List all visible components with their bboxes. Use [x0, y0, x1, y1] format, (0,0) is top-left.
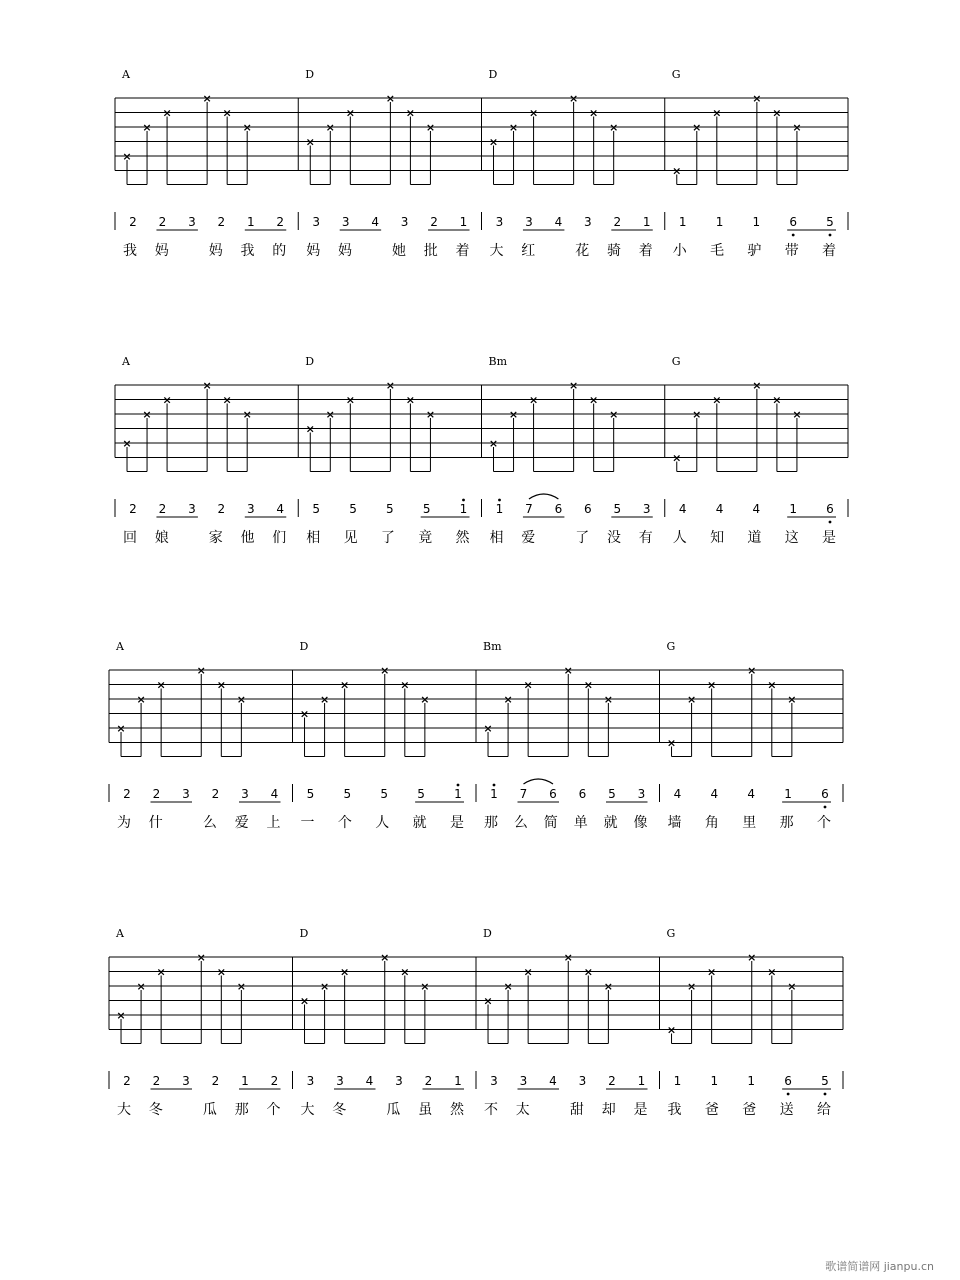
- tab-note-mark: ×: [563, 664, 573, 677]
- lyric-line: 不太 甜却是: [484, 1102, 648, 1118]
- tab-note-mark: ×: [603, 693, 613, 706]
- lyric-line: 相见了竟然: [306, 530, 470, 546]
- tab-note-mark: ×: [686, 693, 697, 706]
- lyric-line: 为什 么爱上: [117, 815, 281, 831]
- jianpu-note: 3: [246, 502, 255, 516]
- jianpu-note: 5: [380, 787, 389, 801]
- tab-note-mark: ×: [488, 135, 499, 149]
- jianpu-note: 3: [312, 215, 321, 229]
- chord-name: G: [671, 355, 681, 368]
- jianpu-note: 1: [784, 787, 792, 801]
- measure-3-1: [115, 640, 281, 831]
- tab-note-mark: ×: [162, 106, 172, 120]
- tab-note-mark: ×: [503, 693, 513, 706]
- lyric-line: 小毛驴带着: [672, 243, 836, 259]
- tab-note-mark: ×: [792, 121, 802, 134]
- tab-note-mark: ×: [222, 106, 232, 120]
- measure-3-4: [667, 640, 832, 831]
- lyric-line: 我爸爸送给: [667, 1102, 831, 1118]
- high-octave-dot: [498, 499, 501, 502]
- tab-note-mark: ×: [400, 678, 410, 692]
- jianpu-note: 1: [673, 1074, 682, 1088]
- tab-note-mark: ×: [508, 121, 519, 134]
- jianpu-note: 2: [152, 1074, 161, 1088]
- jianpu-note: 6: [789, 215, 798, 229]
- tab-note-mark: ×: [142, 408, 152, 421]
- tab-note-mark: ×: [122, 437, 132, 450]
- tab-note-mark: ×: [589, 106, 599, 120]
- tab-note-mark: ×: [319, 693, 330, 706]
- tab-note-mark: ×: [483, 722, 493, 735]
- tie-slur: [529, 494, 558, 499]
- tab-note-mark: ×: [787, 980, 797, 993]
- jianpu-note: 3: [400, 215, 409, 229]
- tab-note-mark: ×: [236, 693, 246, 706]
- jianpu-note: 5: [312, 502, 321, 516]
- jianpu-note: 1: [490, 787, 498, 801]
- tab-note-mark: ×: [752, 92, 762, 105]
- low-octave-dot: [824, 806, 827, 809]
- jianpu-note: 5: [306, 787, 315, 801]
- tab-note-mark: ×: [156, 678, 166, 692]
- tab-note-mark: ×: [569, 92, 579, 105]
- measure-4-2: [300, 927, 466, 1118]
- jianpu-note: 3: [395, 1074, 403, 1088]
- measure-4-3: [483, 927, 648, 1118]
- lyric-line: 大冬 瓜虽然: [300, 1102, 464, 1118]
- jianpu-note: 2: [158, 215, 167, 229]
- jianpu-note: 7: [525, 502, 533, 516]
- tab-note-mark: ×: [503, 980, 513, 993]
- tab-note-mark: ×: [589, 393, 599, 407]
- jianpu-note: 1: [637, 1074, 646, 1088]
- chord-name: A: [122, 355, 130, 368]
- jianpu-note: 1: [710, 1074, 719, 1088]
- tab-note-mark: ×: [508, 408, 519, 421]
- tab-note-mark: ×: [116, 722, 126, 735]
- tab-note-mark: ×: [385, 379, 395, 392]
- jianpu-note: 3: [578, 1074, 587, 1088]
- jianpu-note: 6: [549, 787, 557, 801]
- jianpu-note: 1: [752, 215, 761, 229]
- jianpu-note: 3: [182, 1074, 190, 1088]
- tab-note-mark: ×: [772, 106, 782, 120]
- tab-note-mark: ×: [405, 106, 416, 120]
- jianpu-note: 3: [306, 1074, 315, 1088]
- jianpu-note: 2: [129, 215, 137, 229]
- tab-note-mark: ×: [202, 379, 212, 392]
- lyric-line: 一个人就是: [300, 815, 464, 831]
- tab-note-mark: ×: [686, 980, 697, 993]
- jianpu-note: 3: [525, 215, 533, 229]
- chord-name: G: [666, 640, 676, 653]
- jianpu-note: 5: [826, 215, 834, 229]
- jianpu-note: 5: [386, 502, 394, 516]
- jianpu-note: 3: [241, 787, 249, 801]
- tab-note-mark: ×: [712, 106, 722, 120]
- tab-note-mark: ×: [162, 393, 172, 407]
- jianpu-note: 5: [821, 1074, 829, 1088]
- jianpu-note: 1: [678, 215, 687, 229]
- tab-note-mark: ×: [425, 121, 436, 134]
- chord-name: G: [666, 927, 676, 940]
- jianpu-note: 3: [584, 215, 592, 229]
- tab-note-mark: ×: [672, 164, 682, 178]
- jianpu-note: 4: [715, 502, 724, 516]
- tab-note-mark: ×: [305, 135, 315, 149]
- jianpu-note: 3: [642, 502, 651, 516]
- jianpu-note: 3: [519, 1074, 528, 1088]
- tab-note-mark: ×: [122, 150, 132, 163]
- measure-1-4: [672, 68, 836, 259]
- tab-note-mark: ×: [767, 965, 777, 979]
- jianpu-note: 7: [519, 787, 528, 801]
- jianpu-note: 2: [217, 502, 226, 516]
- jianpu-note: 1: [246, 215, 255, 229]
- tab-note-mark: ×: [609, 121, 619, 134]
- jianpu-note: 3: [341, 215, 350, 229]
- tab-note-mark: ×: [380, 664, 390, 677]
- tab-note-mark: ×: [420, 980, 430, 993]
- tab-note-mark: ×: [216, 965, 226, 979]
- tab-note-mark: ×: [563, 951, 573, 964]
- chord-name: G: [671, 68, 681, 81]
- tab-note-mark: ×: [319, 980, 330, 993]
- chord-name: A: [116, 927, 124, 940]
- jianpu-note: 3: [188, 502, 196, 516]
- measure-1-2: [305, 68, 469, 259]
- jianpu-note: 1: [241, 1074, 249, 1088]
- measure-2-4: [672, 355, 836, 546]
- jianpu-note: 1: [747, 1074, 756, 1088]
- system-1: [115, 68, 848, 259]
- tab-note-mark: ×: [340, 965, 350, 979]
- jianpu-note: 1: [459, 502, 468, 516]
- chord-name: D: [305, 355, 315, 368]
- lyric-line: 那么简单就像: [484, 815, 648, 831]
- tab-note-mark: ×: [299, 707, 310, 721]
- system-2: [115, 355, 848, 546]
- jianpu-note: 1: [642, 215, 651, 229]
- chord-name: D: [299, 640, 309, 653]
- tab-note-mark: ×: [136, 693, 146, 706]
- jianpu-note: 4: [710, 787, 719, 801]
- jianpu-note: 4: [678, 502, 687, 516]
- tab-note-mark: ×: [222, 393, 232, 407]
- tab-note-mark: ×: [583, 678, 593, 692]
- chord-name: D: [299, 927, 309, 940]
- jianpu-note: 2: [129, 502, 137, 516]
- tab-note-mark: ×: [603, 980, 613, 993]
- tab-note-mark: ×: [712, 393, 722, 407]
- tie-slur: [524, 779, 554, 784]
- tab-note-mark: ×: [528, 393, 539, 407]
- jianpu-note: 4: [270, 787, 279, 801]
- jianpu-note: 2: [217, 215, 226, 229]
- tab-note-mark: ×: [609, 408, 619, 421]
- jianpu-note: 3: [336, 1074, 344, 1088]
- tab-note-mark: ×: [425, 408, 436, 421]
- measure-2-1: [121, 355, 286, 546]
- tab-note-mark: ×: [666, 736, 677, 750]
- tab-note-mark: ×: [707, 965, 717, 979]
- tab-note-mark: ×: [345, 393, 355, 407]
- tab-note-mark: ×: [772, 393, 782, 407]
- system-3: [109, 640, 843, 831]
- tab-note-mark: ×: [792, 408, 802, 421]
- jianpu-note: 4: [365, 1074, 374, 1088]
- jianpu-note: 6: [578, 787, 587, 801]
- measure-4-4: [667, 927, 832, 1118]
- tab-note-mark: ×: [483, 994, 493, 1008]
- jianpu-note: 5: [422, 502, 431, 516]
- chord-name: Bm: [483, 640, 502, 653]
- tab-note-mark: ×: [380, 951, 390, 964]
- jianpu-note: 5: [343, 787, 352, 801]
- tab-note-mark: ×: [325, 408, 335, 421]
- tab-note-mark: ×: [196, 951, 206, 964]
- jianpu-note: 6: [584, 502, 592, 516]
- measure-2-3: [489, 355, 653, 546]
- jianpu-note: 6: [821, 787, 829, 801]
- low-octave-dot: [787, 1093, 790, 1096]
- measure-1-1: [121, 68, 286, 259]
- tab-note-mark: ×: [583, 965, 593, 979]
- jianpu-note: 2: [211, 1074, 220, 1088]
- tab-note-mark: ×: [488, 437, 499, 450]
- tab-note-mark: ×: [400, 965, 410, 979]
- low-octave-dot: [829, 521, 832, 524]
- tab-note-mark: ×: [747, 664, 757, 677]
- low-octave-dot: [792, 234, 795, 237]
- low-octave-dot: [824, 1093, 827, 1096]
- tab-note-mark: ×: [136, 980, 146, 993]
- tab-note-mark: ×: [156, 965, 166, 979]
- jianpu-note: 2: [158, 502, 167, 516]
- system-4: [109, 927, 843, 1118]
- tab-note-mark: ×: [787, 693, 797, 706]
- lyric-line: 回娘 家他们: [123, 530, 287, 546]
- jianpu-note: 1: [454, 787, 462, 801]
- tab-note-mark: ×: [385, 92, 395, 105]
- lyric-line: 大红 花骑着: [489, 243, 653, 259]
- tab-note-mark: ×: [305, 422, 315, 436]
- tab-note-mark: ×: [216, 678, 226, 692]
- tab-note-mark: ×: [523, 965, 533, 979]
- jianpu-note: 1: [715, 215, 724, 229]
- tab-note-mark: ×: [340, 678, 350, 692]
- jianpu-note: 2: [430, 215, 438, 229]
- high-octave-dot: [457, 784, 460, 787]
- tab-note-mark: ×: [767, 678, 777, 692]
- site-watermark: 歌谱简谱网 jianpu.cn: [825, 1260, 934, 1273]
- tab-note-mark: ×: [672, 451, 682, 465]
- lyric-line: 人知道这是: [672, 530, 836, 546]
- jianpu-note: 1: [454, 1074, 462, 1088]
- jianpu-note: 4: [752, 502, 761, 516]
- jianpu-note: 4: [673, 787, 682, 801]
- jianpu-note: 4: [554, 215, 563, 229]
- jianpu-note: 2: [211, 787, 220, 801]
- tab-note-mark: ×: [299, 994, 310, 1008]
- measure-4-1: [115, 927, 281, 1118]
- jianpu-note: 4: [276, 502, 285, 516]
- jianpu-note: 5: [349, 502, 357, 516]
- tab-note-mark: ×: [116, 1009, 126, 1022]
- tab-note-mark: ×: [345, 106, 355, 120]
- lyric-line: 我妈 妈我的: [123, 243, 287, 259]
- jianpu-note: 6: [826, 502, 834, 516]
- tab-note-mark: ×: [707, 678, 717, 692]
- chord-name: D: [488, 68, 498, 81]
- jianpu-note: 3: [490, 1074, 498, 1088]
- high-octave-dot: [493, 784, 496, 787]
- tab-note-mark: ×: [236, 980, 246, 993]
- jianpu-note: 2: [152, 787, 161, 801]
- tab-note-mark: ×: [420, 693, 430, 706]
- tab-note-mark: ×: [242, 408, 252, 421]
- lyric-line: 墙角里那个: [667, 815, 831, 831]
- measure-3-2: [300, 640, 465, 831]
- tab-note-mark: ×: [202, 92, 212, 105]
- jianpu-note: 2: [613, 215, 622, 229]
- chord-name: Bm: [488, 355, 508, 368]
- lyric-line: 相爱 了没有: [489, 530, 653, 546]
- jianpu-note: 5: [417, 787, 425, 801]
- tab-note-mark: ×: [196, 664, 206, 677]
- tab-note-mark: ×: [325, 121, 335, 134]
- low-octave-dot: [829, 234, 832, 237]
- tab-note-mark: ×: [569, 379, 579, 392]
- jianpu-note: 1: [459, 215, 468, 229]
- measure-1-3: [489, 68, 653, 259]
- jianpu-note: 1: [495, 502, 504, 516]
- jianpu-note: 2: [608, 1074, 616, 1088]
- jianpu-note: 3: [495, 215, 504, 229]
- jianpu-note: 2: [123, 787, 131, 801]
- lyric-line: 妈妈 她批着: [306, 243, 470, 259]
- jianpu-note: 3: [182, 787, 190, 801]
- lyric-line: 大冬 瓜那个: [117, 1102, 281, 1118]
- jianpu-note: 3: [637, 787, 646, 801]
- tab-note-mark: ×: [692, 121, 702, 134]
- jianpu-note: 2: [270, 1074, 279, 1088]
- tab-note-mark: ×: [242, 121, 252, 134]
- measure-2-2: [305, 355, 470, 546]
- high-octave-dot: [462, 499, 465, 502]
- jianpu-note: 4: [747, 787, 756, 801]
- chord-name: D: [483, 927, 492, 940]
- tab-note-mark: ×: [692, 408, 702, 421]
- jianpu-note: 2: [424, 1074, 433, 1088]
- tab-note-mark: ×: [523, 678, 533, 692]
- chord-name: D: [305, 68, 315, 81]
- jianpu-note: 4: [371, 215, 379, 229]
- chord-name: A: [116, 640, 124, 653]
- tab-note-mark: ×: [666, 1023, 677, 1037]
- jianpu-note: 3: [188, 215, 196, 229]
- jianpu-note: 2: [123, 1074, 131, 1088]
- jianpu-note: 6: [784, 1074, 792, 1088]
- chord-name: A: [122, 68, 130, 81]
- jianpu-note: 5: [613, 502, 622, 516]
- tab-note-mark: ×: [752, 379, 762, 392]
- jianpu-note: 2: [276, 215, 285, 229]
- tab-note-mark: ×: [405, 393, 416, 407]
- tab-note-mark: ×: [142, 121, 152, 134]
- jianpu-note: 1: [789, 502, 798, 516]
- tab-note-mark: ×: [528, 106, 539, 120]
- jianpu-note: 5: [608, 787, 616, 801]
- jianpu-note: 4: [549, 1074, 557, 1088]
- tab-note-mark: ×: [747, 951, 757, 964]
- measure-3-3: [483, 640, 648, 831]
- jianpu-note: 6: [554, 502, 563, 516]
